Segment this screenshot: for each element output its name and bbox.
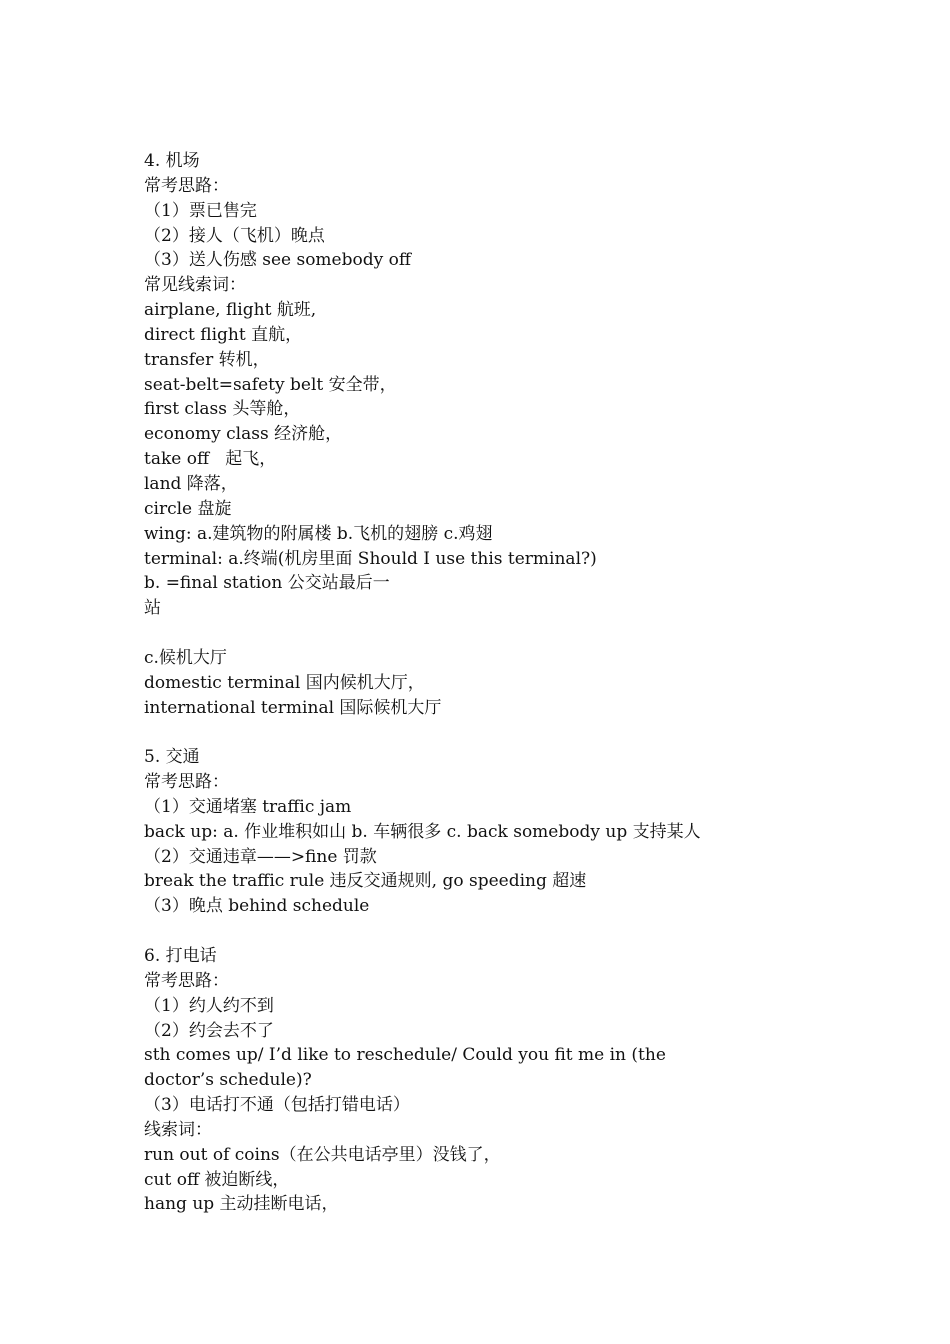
text-line: airplane, flight 航班, — [144, 300, 317, 321]
heading-phone-call: 6. 打电话 — [144, 946, 217, 966]
text-line: （3）电话打不通（包括打错电话） — [144, 1095, 410, 1116]
heading-traffic: 5. 交通 — [144, 747, 200, 768]
text-line: 常考思路： — [144, 175, 229, 196]
text-line: （3）晚点 behind schedule — [144, 896, 370, 917]
text-line: transfer 转机， — [144, 349, 270, 370]
text-line: terminal: a.终端(机房里面 Should I use this terminal?) — [144, 548, 597, 569]
text-line: hang up 主动挂断电话， — [144, 1194, 339, 1215]
text-line: 常见线索词： — [144, 275, 246, 296]
blank-line — [144, 720, 904, 745]
text-line: c.候机大厅 — [144, 647, 227, 668]
text-line: （1）票已售完 — [144, 200, 257, 221]
text-line: domestic terminal 国内候机大厅， — [144, 672, 425, 693]
text-line: （1）约人约不到 — [144, 995, 274, 1016]
text-line: cut off 被迫断线， — [144, 1169, 290, 1190]
text-line: economy class 经济舱， — [144, 424, 343, 445]
heading-airport: 4. 机场 — [144, 151, 200, 171]
text-line: break the traffic rule 违反交通规则, go speeding 超速 — [144, 871, 587, 892]
text-line: back up: a. 作业堆积如山 b. 车辆很多 c. back somebody up 支持某人 — [144, 821, 701, 842]
document-body — [144, 149, 904, 1217]
text-line: （2）约会去不了 — [144, 1020, 274, 1041]
text-line: land 降落， — [144, 473, 238, 494]
text-line: doctor’s schedule)? — [144, 1070, 312, 1091]
text-line: direct flight 直航， — [144, 324, 303, 345]
text-line: （2）交通违章——>fine 罚款 — [144, 846, 377, 867]
text-line: circle 盘旋 — [144, 498, 232, 519]
text-line: b. =final station 公交站最后一 — [144, 573, 390, 594]
text-line: 常考思路： — [144, 772, 229, 793]
text-line: 线索词： — [144, 1119, 212, 1140]
text-line: （3）送人伤感 see somebody off — [144, 250, 411, 271]
text-line: international terminal 国际候机大厅 — [144, 697, 442, 718]
text-line: sth comes up/ I’d like to reschedule/ Could you fit me in (the — [144, 1045, 666, 1066]
text-line: take off 起飞， — [144, 449, 277, 470]
text-line: run out of coins（在公共电话亭里）没钱了， — [144, 1144, 501, 1165]
text-line: （2）接人（飞机）晚点 — [144, 225, 325, 246]
text-line: wing: a.建筑物的附属楼 b.飞机的翅膀 c.鸡翅 — [144, 523, 493, 544]
blank-line — [144, 919, 904, 944]
text-line: 常考思路： — [144, 970, 229, 991]
text-line: seat-belt=safety belt 安全带， — [144, 374, 397, 395]
blank-line — [144, 621, 904, 646]
text-line: first class 头等舱， — [144, 399, 301, 420]
text-line: （1）交通堵塞 traffic jam — [144, 796, 352, 817]
text-line: 站 — [144, 598, 161, 619]
